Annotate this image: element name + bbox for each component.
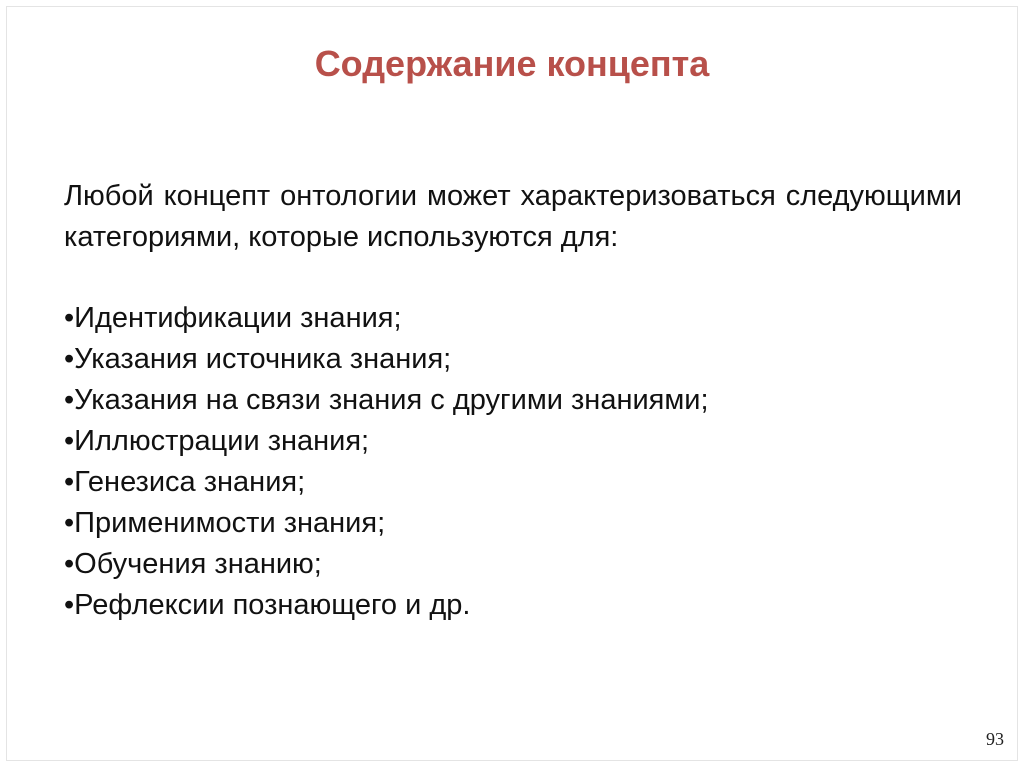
bullet-icon: •	[64, 343, 75, 375]
list-item	[64, 544, 964, 585]
bullet-icon: •	[64, 466, 75, 498]
list-item-text: Идентификации знания;	[74, 302, 402, 334]
bullet-icon: •	[64, 384, 75, 416]
bullet-icon: •	[64, 507, 75, 539]
slide-title: Содержание концепта	[314, 43, 710, 84]
list-item	[64, 585, 964, 626]
bullet-icon: •	[64, 425, 75, 457]
page-number: 93	[986, 729, 1004, 749]
list-item-text: Обучения знанию;	[74, 548, 322, 580]
list-item	[64, 462, 964, 503]
bullet-icon: •	[64, 589, 75, 621]
bullet-icon: •	[64, 548, 75, 580]
list-item	[64, 298, 964, 339]
list-item	[64, 421, 964, 462]
intro-paragraph: Любой концепт онтологии может характеризоваться следующими категориями, которые используются для:	[64, 180, 962, 253]
list-item-text: Рефлексии познающего и др.	[74, 589, 471, 621]
bullet-icon: •	[64, 302, 75, 334]
list-item-text: Генезиса знания;	[74, 466, 306, 498]
list-item	[64, 380, 964, 421]
list-item-text: Иллюстрации знания;	[74, 425, 370, 457]
list-item-text: Применимости знания;	[74, 507, 386, 539]
bullet-list	[64, 298, 964, 626]
list-item-text: Указания источника знания;	[74, 343, 452, 375]
list-item	[64, 503, 964, 544]
list-item-text: Указания на связи знания с другими знаниями;	[74, 384, 709, 416]
list-item	[64, 339, 964, 380]
